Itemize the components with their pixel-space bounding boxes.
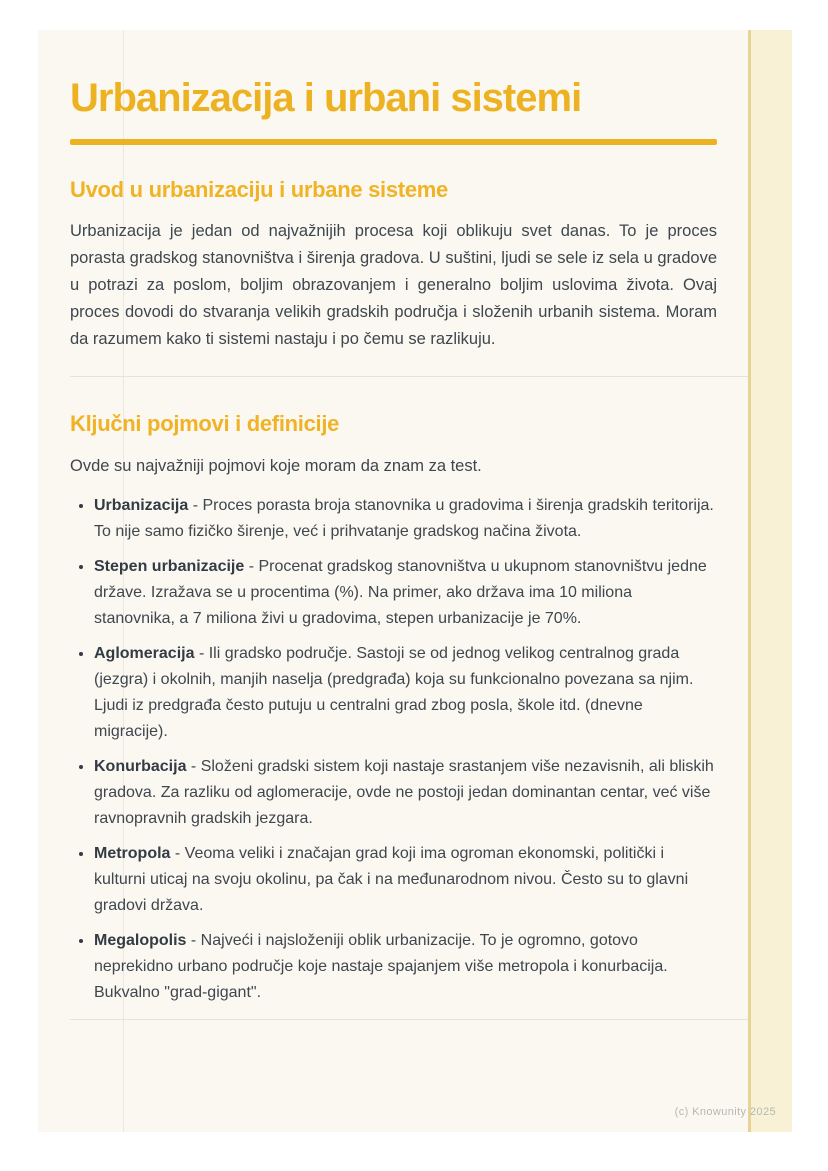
title-underline-rule [70, 139, 717, 145]
term-label: Urbanizacija [94, 497, 189, 514]
section-heading-intro: Uvod u urbanizaciju i urbane sisteme [70, 177, 448, 202]
term-definition: - Složeni gradski sistem koji nastaje srastanjem više nezavisnih, ali bliskih gradova. Za razliku od aglomeracije, ovde ne postoji jedan dominantan centar, već više ravnopravnih gradskih jezgara. [94, 758, 714, 827]
term-definition: - Najveći i najsloženiji oblik urbanizacije. To je ogromno, gotovo neprekidno urbano područje koje nastaje spajanjem više metropola i konurbacija. Bukvalno "grad-gigant". [94, 932, 668, 1001]
document-content [70, 30, 717, 1020]
definitions-list [70, 493, 717, 1006]
list-item [94, 554, 717, 632]
section-heading-definitions: Ključni pojmovi i definicije [70, 411, 340, 436]
term-label: Konurbacija [94, 758, 187, 775]
list-item [94, 841, 717, 919]
term-label: Stepen urbanizacije [94, 558, 245, 575]
term-label: Aglomeracija [94, 645, 195, 662]
list-item [94, 928, 717, 1006]
footer-divider [70, 1019, 759, 1020]
term-label: Metropola [94, 845, 171, 862]
section-divider [70, 376, 759, 377]
list-item [94, 493, 717, 545]
term-definition: - Veoma veliki i značajan grad koji ima ogroman ekonomski, politički i kulturni uticaj na svoju okolinu, pa čak i na međunarodnom nivou. Često su to glavni gradovi država. [94, 845, 689, 914]
definitions-intro-line: Ovde su najvažniji pojmovi koje moram da znam za test. [70, 457, 482, 475]
document-page [38, 30, 792, 1132]
term-definition: - Ili gradsko područje. Sastoji se od jednog velikog centralnog grada (jezgra) i okolnih, manjih naselja (predgrađa) koja su funkcionalno povezana sa njim. Ljudi iz predgrađa često putuju u centralni grad zbog posla, škole itd. (dnevne migracije). [94, 645, 694, 740]
term-definition: - Procenat gradskog stanovništva u ukupnom stanovništvu jedne države. Izražava se u procentima (%). Na primer, ako država ima 10 miliona stanovnika, a 7 miliona živi u gradovima, stepen urbanizacije je 70%. [94, 558, 707, 627]
list-item [94, 754, 717, 832]
right-accent-stripe [748, 30, 792, 1132]
term-label: Megalopolis [94, 932, 187, 949]
term-definition: - Proces porasta broja stanovnika u gradovima i širenja gradskih teritorija. To nije samo fizičko širenje, već i prihvatanje gradskog načina života. [94, 497, 714, 540]
list-item [94, 641, 717, 745]
intro-paragraph: Urbanizacija je jedan od najvažnijih procesa koji oblikuju svet danas. To je proces porasta gradskog stanovništva i širenja gradova. U suštini, ljudi se sele iz sela u gradove u potrazi za poslom, boljim obrazovanjem i generalno boljim uslovima života. Ovaj proces dovodi do stvaranja velikih gradskih područja i složenih urbanih sistema. Moram da razumem kako ti sistemi nastaju i po čemu se razlikuju. [70, 222, 717, 348]
copyright-note: (c) Knowunity 2025 [674, 1106, 776, 1118]
page-title: Urbanizacija i urbani sistemi [70, 76, 582, 120]
